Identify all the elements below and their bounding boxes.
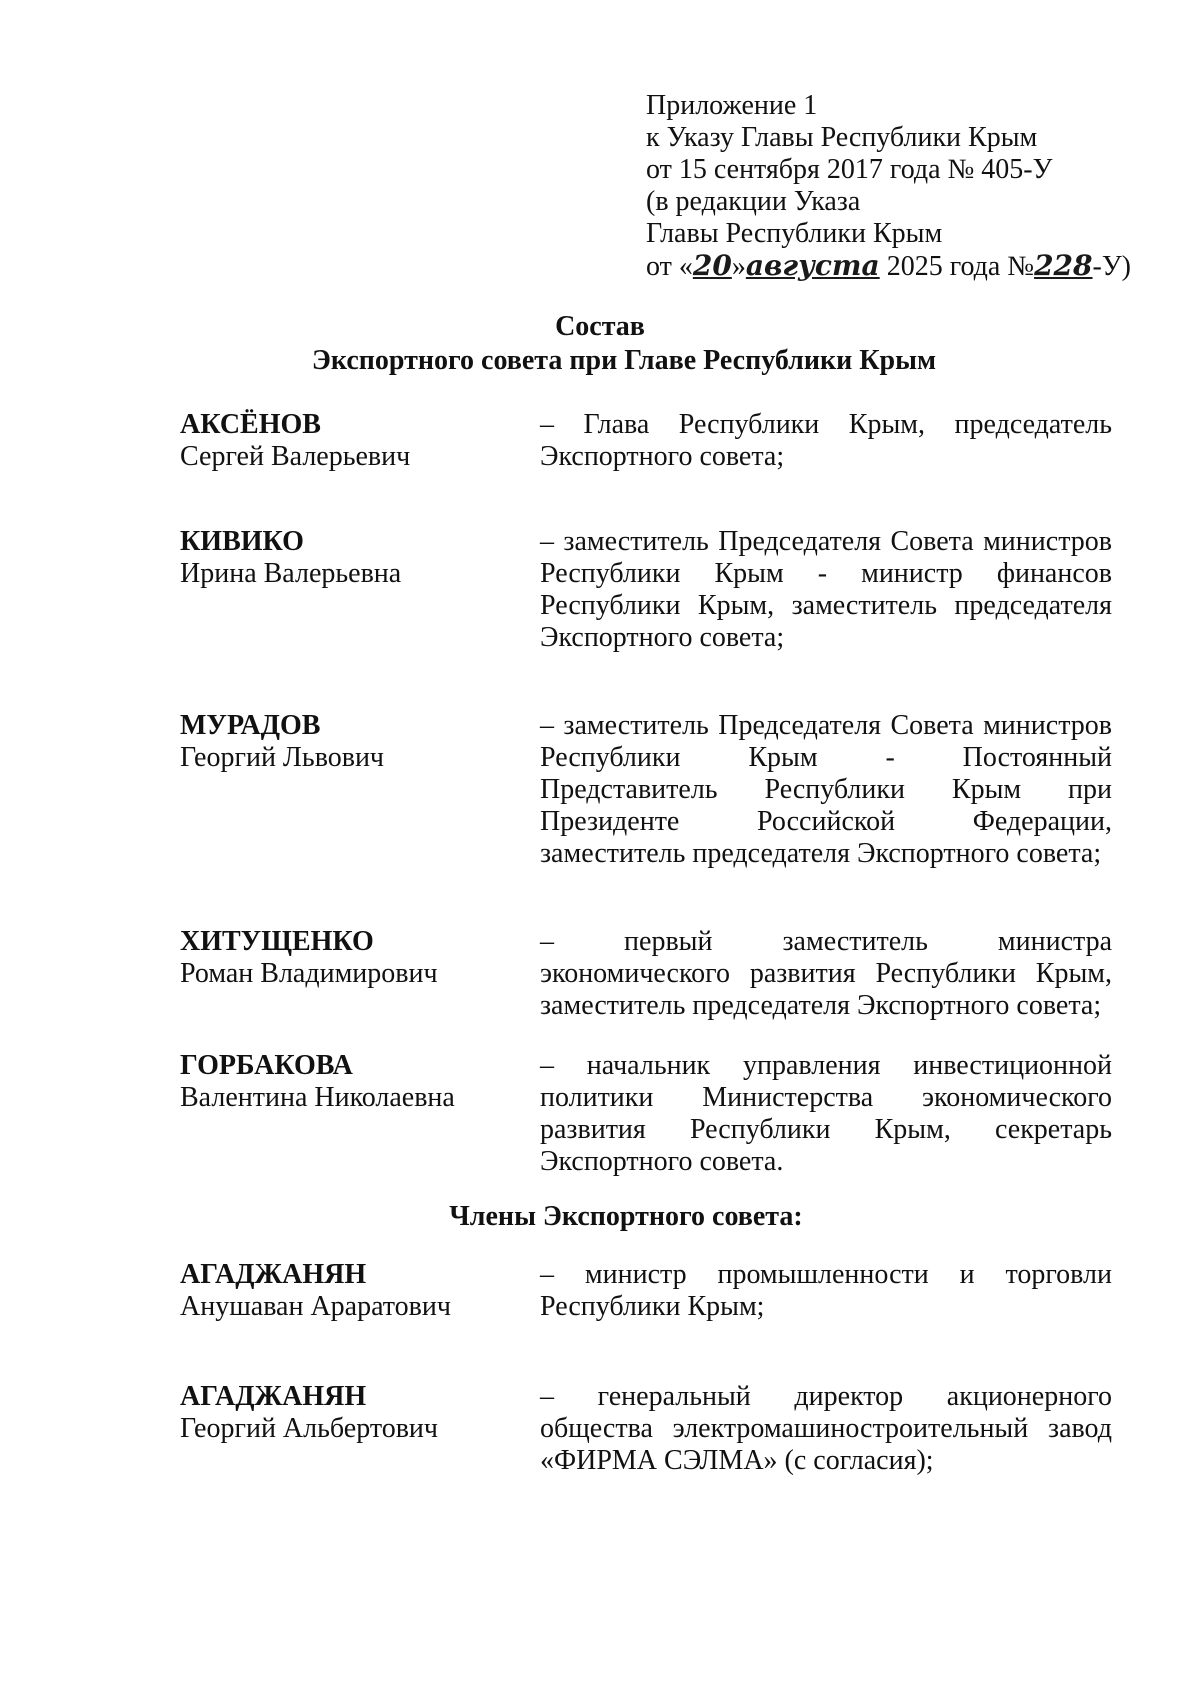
member-name xyxy=(180,1381,520,1445)
appendix-date-quote: » xyxy=(731,251,746,282)
person-name xyxy=(180,409,520,473)
member-surname: АГАДЖАНЯН xyxy=(180,1259,367,1290)
person-surname: ГОРБАКОВА xyxy=(180,1050,353,1081)
person-given-name: Сергей Валерьевич xyxy=(180,441,411,472)
members-heading: Члены Экспортного совета: xyxy=(449,1201,803,1232)
person-role: – заместитель Председателя Совета министров Республики Крым - Постоянный Представитель Республики Крым при Президенте Российской Федерации, заместитель председателя Экспортного совета; xyxy=(540,710,1112,869)
person-role: – начальник управления инвестиционной политики Министерства экономического развития Республики Крым, секретарь Экспортного совета. xyxy=(540,1050,1112,1177)
person-given-name: Георгий Львович xyxy=(180,742,385,773)
person-role: – первый заместитель министра экономического развития Республики Крым, заместитель председателя Экспортного совета; xyxy=(540,926,1112,1021)
appendix-line-1: Приложение 1 xyxy=(646,90,818,121)
appendix-line-6 xyxy=(646,249,1132,282)
appendix-line-5: Главы Республики Крым xyxy=(646,218,943,249)
document-subtitle: Экспортного совета при Главе Республики Крым xyxy=(311,345,937,376)
person-surname: КИВИКО xyxy=(180,526,304,557)
appendix-line-3: от 15 сентября 2017 года № 405-У xyxy=(646,154,1053,185)
person-given-name: Роман Владимирович xyxy=(180,958,438,989)
appendix-line-2: к Указу Главы Республики Крым xyxy=(646,122,1038,153)
appendix-header xyxy=(646,90,1132,282)
person-given-name: Валентина Николаевна xyxy=(180,1082,455,1113)
person-name xyxy=(180,1050,520,1114)
person-role: – заместитель Председателя Совета министров Республики Крым - министр финансов Республики Крым, заместитель председателя Экспортного совета; xyxy=(540,526,1112,653)
person-name xyxy=(180,926,520,990)
person-role: – Глава Республики Крым, председатель Экспортного совета; xyxy=(540,409,1112,472)
appendix-date-prefix: от « xyxy=(646,251,693,282)
person-name xyxy=(180,526,520,590)
person-surname: ХИТУЩЕНКО xyxy=(180,926,374,957)
person-name xyxy=(180,710,520,774)
appendix-line-4: (в редакции Указа xyxy=(646,186,861,217)
document-title: Состав xyxy=(555,311,645,342)
appendix-date-year: 2025 года № xyxy=(879,251,1035,282)
appendix-number-suffix: -У) xyxy=(1092,251,1132,282)
handwritten-month: августа xyxy=(745,249,880,282)
member-given-name: Георгий Альбертович xyxy=(180,1413,438,1444)
person-surname: АКСЁНОВ xyxy=(180,409,321,440)
handwritten-number: 228 xyxy=(1034,249,1093,282)
handwritten-day: 20 xyxy=(692,249,732,282)
person-given-name: Ирина Валерьевна xyxy=(180,558,402,589)
member-surname: АГАДЖАНЯН xyxy=(180,1381,367,1412)
person-surname: МУРАДОВ xyxy=(180,710,321,741)
member-name xyxy=(180,1259,520,1323)
member-role: – министр промышленности и торговли Республики Крым; xyxy=(540,1259,1112,1322)
member-role: – генеральный директор акционерного общества электромашиностроительный завод «ФИРМА СЭЛМА» (с согласия); xyxy=(540,1381,1112,1476)
member-given-name: Анушаван Араратович xyxy=(180,1291,451,1322)
